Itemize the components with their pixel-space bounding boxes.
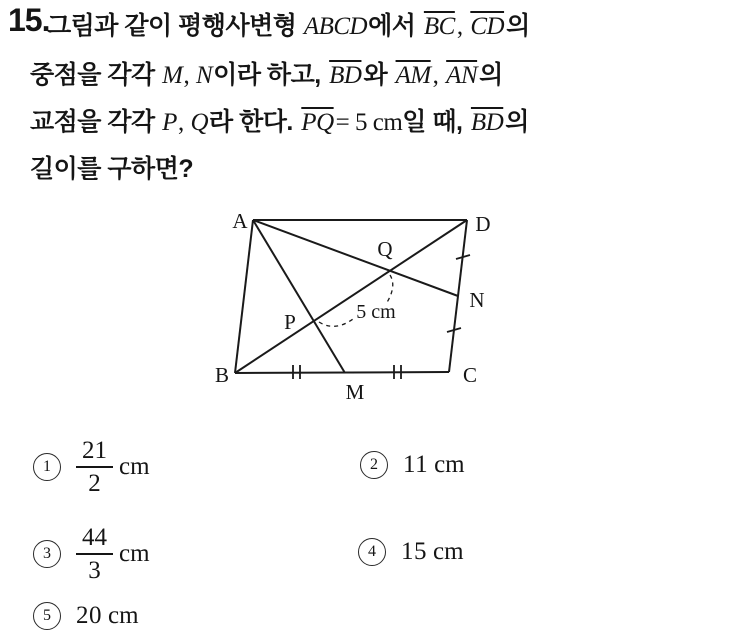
label-d: D xyxy=(475,212,491,236)
label-q: Q xyxy=(377,237,393,261)
question-line-1 xyxy=(47,8,530,45)
text-segment: 에서 xyxy=(368,12,422,40)
text-segment: $\overline{AN}$ xyxy=(446,62,478,89)
question-line-2 xyxy=(30,57,503,94)
label-m: M xyxy=(345,380,365,404)
option-4-unit: cm xyxy=(433,538,464,565)
option-5-circle: 5 xyxy=(33,602,61,630)
text-segment: $\overline{BD}$ xyxy=(329,62,362,89)
text-segment: 의 xyxy=(506,12,530,40)
text-segment: 의 xyxy=(505,108,529,136)
option-5[interactable] xyxy=(33,602,139,630)
diagonal-bd xyxy=(235,220,467,373)
figure-svg xyxy=(185,195,530,410)
question-line-3 xyxy=(30,104,529,141)
text-segment: 의 xyxy=(479,61,503,89)
text-segment: , xyxy=(183,62,195,89)
text-segment: = 5 cm xyxy=(335,109,403,136)
label-p: P xyxy=(284,310,296,334)
text-segment: $\overline{CD}$ xyxy=(470,13,505,40)
option-4-value: 15 xyxy=(401,538,427,565)
side-bc xyxy=(235,372,449,373)
option-5-unit: cm xyxy=(108,602,139,629)
option-1[interactable] xyxy=(33,437,150,497)
text-segment: M xyxy=(162,62,183,89)
text-segment: Q xyxy=(190,109,208,136)
text-segment: $\overline{AM}$ xyxy=(395,62,431,89)
text-segment: 길이를 구하면? xyxy=(30,155,194,183)
option-2-value: 11 xyxy=(403,451,429,478)
option-3-circle: 3 xyxy=(33,540,61,568)
text-segment: 이라 하고, xyxy=(213,61,328,89)
option-4-circle: 4 xyxy=(358,538,386,566)
leader-q-dashed xyxy=(386,275,393,304)
label-n: N xyxy=(469,288,485,312)
option-3-unit: cm xyxy=(119,540,150,567)
option-5-value: 20 xyxy=(76,602,102,629)
measure-label: 5 cm xyxy=(356,301,396,323)
cevian-am xyxy=(253,220,345,373)
text-segment: 와 xyxy=(363,61,394,89)
text-segment: 교점을 각각 xyxy=(30,108,162,136)
text-segment: ABCD xyxy=(303,13,368,40)
parallelogram-figure xyxy=(185,195,530,410)
option-2-unit: cm xyxy=(434,451,465,478)
fraction-denominator: 3 xyxy=(88,557,101,584)
text-segment: , xyxy=(177,109,190,136)
text-segment: , xyxy=(432,62,445,89)
text-segment: $\overline{PQ}$ xyxy=(301,109,334,136)
question-number: 15. xyxy=(8,2,50,38)
fraction-numerator: 21 xyxy=(76,437,113,468)
option-1-unit: cm xyxy=(119,453,150,480)
option-1-circle: 1 xyxy=(33,453,61,481)
text-segment: 중점을 각각 xyxy=(30,61,162,89)
option-4[interactable] xyxy=(358,538,464,566)
option-3[interactable] xyxy=(33,524,150,584)
fraction-denominator: 2 xyxy=(88,470,101,497)
leader-p-dashed xyxy=(319,319,353,326)
text-segment: P xyxy=(162,109,177,136)
text-segment: $\overline{BC}$ xyxy=(423,13,455,40)
option-3-fraction xyxy=(76,524,113,584)
side-ab xyxy=(235,220,253,373)
text-segment: N xyxy=(195,62,213,89)
text-segment: 일 때, xyxy=(402,108,469,136)
fraction-numerator: 44 xyxy=(76,524,113,555)
option-2-circle: 2 xyxy=(360,451,388,479)
text-segment: $\overline{BD}$ xyxy=(470,109,504,136)
text-segment: , xyxy=(456,13,469,40)
text-segment: 그림과 같이 평행사변형 xyxy=(47,12,303,40)
label-b: B xyxy=(214,363,230,387)
text-segment: 라 한다. xyxy=(209,108,300,136)
label-a: A xyxy=(232,209,248,233)
cevian-an xyxy=(253,220,458,296)
option-2[interactable] xyxy=(360,451,465,479)
label-c: C xyxy=(462,363,478,387)
option-1-fraction xyxy=(76,437,113,497)
question-line-4 xyxy=(30,151,193,187)
